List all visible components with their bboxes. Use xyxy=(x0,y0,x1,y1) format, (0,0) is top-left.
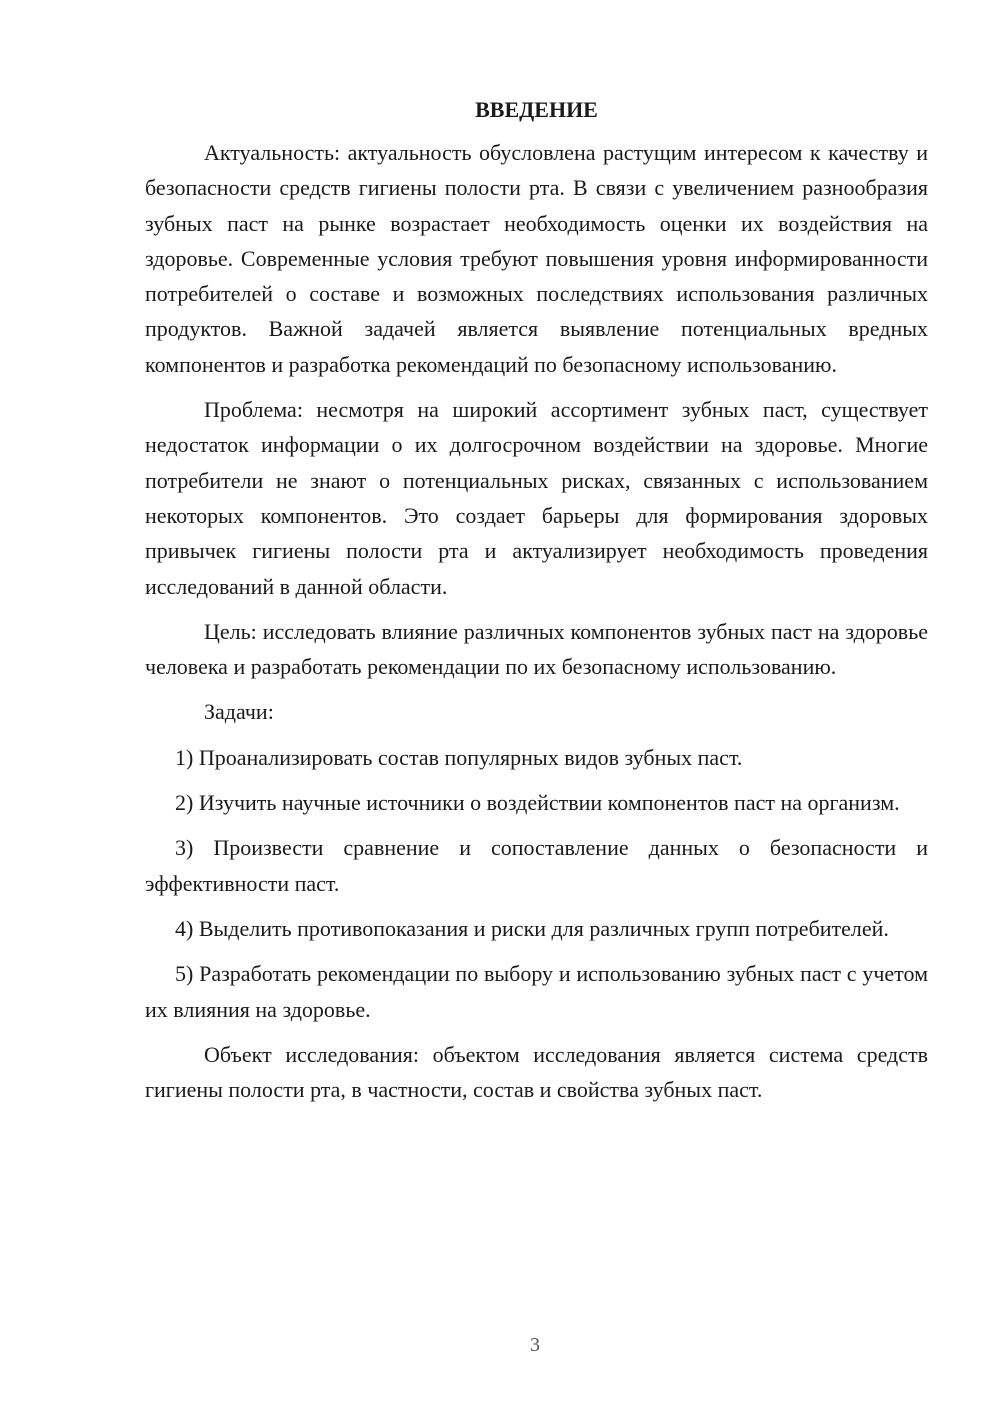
tasks-list xyxy=(145,740,928,1027)
tasks-heading: Задачи: xyxy=(204,699,274,725)
list-item: 3) Произвести сравнение и сопоставление данных о безопасности и эффективности паст. xyxy=(145,835,928,896)
relevance-paragraph: Актуальность: актуальность обусловлена растущим интересом к качеству и безопасности средств гигиены полости рта. В связи с увеличением разнообразия зубных паст на рынке возрастает необходимость оценки их воздействия на здоровье. Современные условия требуют повышения уровня информированности потребителей о составе и возможных последствиях использования различных продуктов. Важной задачей является выявление потенциальных вредных компонентов и разработка рекомендаций по безопасному использованию. xyxy=(145,140,928,377)
object-paragraph: Объект исследования: объектом исследования является система средств гигиены полости рта, в частности, состав и свойства зубных паст. xyxy=(145,1041,928,1103)
list-item: 4) Выделить противопоказания и риски для различных групп потребителей. xyxy=(175,915,889,941)
document-page xyxy=(145,95,928,1117)
goal-paragraph: Цель: исследовать влияние различных компонентов зубных паст на здоровье человека и разработать рекомендации по их безопасному использованию. xyxy=(145,618,928,680)
list-item: 5) Разработать рекомендации по выбору и использованию зубных паст с учетом их влияния на здоровье. xyxy=(145,961,928,1022)
list-item: 2) Изучить научные источники о воздействии компонентов паст на организм. xyxy=(175,790,900,816)
page-title: ВВЕДЕНИЕ xyxy=(475,97,598,122)
problem-paragraph: Проблема: несмотря на широкий ассортимент зубных паст, существует недостаток информации о их долгосрочном воздействии на здоровье. Многие потребители не знают о потенциальных рисках, связанных с использованием некоторых компонентов. Это создает барьеры для формирования здоровых привычек гигиены полости рта и актуализирует необходимость проведения исследований в данной области. xyxy=(145,397,928,599)
list-item: 1) Проанализировать состав популярных видов зубных паст. xyxy=(175,744,743,770)
page-number: 3 xyxy=(530,1334,540,1356)
